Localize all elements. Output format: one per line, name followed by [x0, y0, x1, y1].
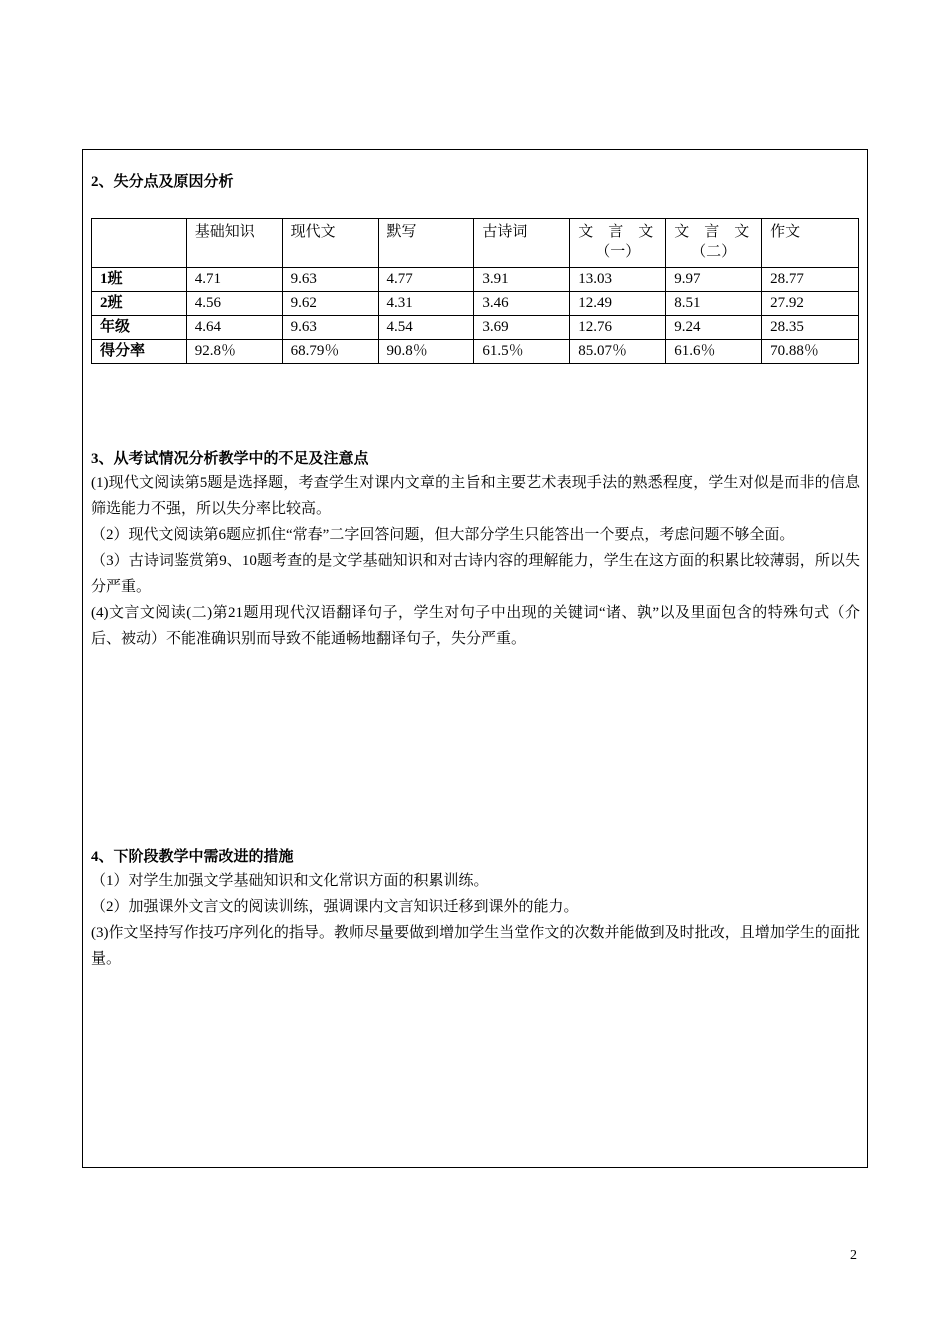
- table-cell: 4.64: [186, 316, 282, 340]
- table-cell: 9.62: [282, 292, 378, 316]
- table-cell: 9.63: [282, 268, 378, 292]
- section-3-body: [91, 470, 860, 652]
- table-cell: 3.69: [474, 316, 570, 340]
- header-classical-1-sub: （一）: [595, 244, 641, 260]
- table-cell: 3.46: [474, 292, 570, 316]
- section-2-title: 2、失分点及原因分析: [91, 174, 234, 190]
- table-cell: 9.24: [666, 316, 762, 340]
- paragraph: （1）对学生加强文学基础知识和文化常识方面的积累训练。: [91, 873, 489, 889]
- table-cell: 92.8％: [186, 340, 282, 364]
- table-row: [92, 340, 859, 364]
- table-header-row: [92, 219, 859, 268]
- table-cell: 28.77: [762, 268, 859, 292]
- table-cell: 9.97: [666, 268, 762, 292]
- header-cell-empty: [92, 219, 187, 268]
- table-cell: 13.03: [570, 268, 666, 292]
- header-ancient-poetry: 古诗词: [474, 219, 570, 268]
- table-cell: 4.77: [378, 268, 474, 292]
- table-cell: 90.8％: [378, 340, 474, 364]
- header-classical-1-main: 文 言 文: [578, 224, 654, 240]
- paragraph: (3)作文坚持写作技巧序列化的指导。教师尽量要做到增加学生当堂作文的次数并能做到及时批改，且增加学生的面批量。: [91, 925, 860, 967]
- row-label: 年级: [92, 316, 187, 340]
- section-4-body: [91, 868, 860, 972]
- paragraph: （2）加强课外文言文的阅读训练，强调课内文言知识迁移到课外的能力。: [91, 899, 579, 915]
- table-cell: 27.92: [762, 292, 859, 316]
- table-cell: 12.76: [570, 316, 666, 340]
- header-classical-1: [570, 219, 666, 268]
- table-cell: 12.49: [570, 292, 666, 316]
- paragraph: （2）现代文阅读第6题应抓住“常春”二字回答问题，但大部分学生只能答出一个要点，考虑问题不够全面。: [91, 527, 795, 543]
- paragraph: （3）古诗词鉴赏第9、10题考查的是文学基础知识和对古诗内容的理解能力，学生在这方面的积累比较薄弱，所以失分严重。: [91, 553, 860, 595]
- table-cell: 8.51: [666, 292, 762, 316]
- table-row: [92, 268, 859, 292]
- header-classical-2-main: 文 言 文: [674, 224, 750, 240]
- row-label: 2班: [92, 292, 187, 316]
- header-dictation: 默写: [378, 219, 474, 268]
- table-cell: 4.56: [186, 292, 282, 316]
- paragraph: (1)现代文阅读第5题是选择题，考查学生对课内文章的主旨和主要艺术表现手法的熟悉程度，学生对似是而非的信息筛选能力不强，所以失分率比较高。: [91, 475, 860, 517]
- header-basic-knowledge: 基础知识: [186, 219, 282, 268]
- row-label: 得分率: [92, 340, 187, 364]
- table-row: [92, 316, 859, 340]
- table-cell: 4.54: [378, 316, 474, 340]
- page-number: 2: [850, 1248, 857, 1263]
- table-cell: 61.6％: [666, 340, 762, 364]
- paragraph: (4)文言文阅读(二)第21题用现代汉语翻译句子，学生对句子中出现的关键词“诸、孰”以及里面包含的特殊句式（介后、被动）不能准确识别而导致不能通畅地翻译句子，失分严重。: [91, 605, 860, 647]
- table-cell: 70.88％: [762, 340, 859, 364]
- table-cell: 61.5％: [474, 340, 570, 364]
- table-cell: 68.79％: [282, 340, 378, 364]
- table-cell: 9.63: [282, 316, 378, 340]
- table-cell: 3.91: [474, 268, 570, 292]
- score-table: [91, 218, 859, 364]
- header-classical-2: [666, 219, 762, 268]
- table-cell: 28.35: [762, 316, 859, 340]
- table-cell: 4.71: [186, 268, 282, 292]
- section-3-title: 3、从考试情况分析教学中的不足及注意点: [91, 451, 369, 467]
- header-classical-2-sub: （二）: [691, 244, 737, 260]
- table-row: [92, 292, 859, 316]
- header-composition: 作文: [762, 219, 859, 268]
- header-modern-text: 现代文: [282, 219, 378, 268]
- row-label: 1班: [92, 268, 187, 292]
- table-cell: 85.07％: [570, 340, 666, 364]
- table-cell: 4.31: [378, 292, 474, 316]
- section-4-title: 4、下阶段教学中需改进的措施: [91, 849, 294, 865]
